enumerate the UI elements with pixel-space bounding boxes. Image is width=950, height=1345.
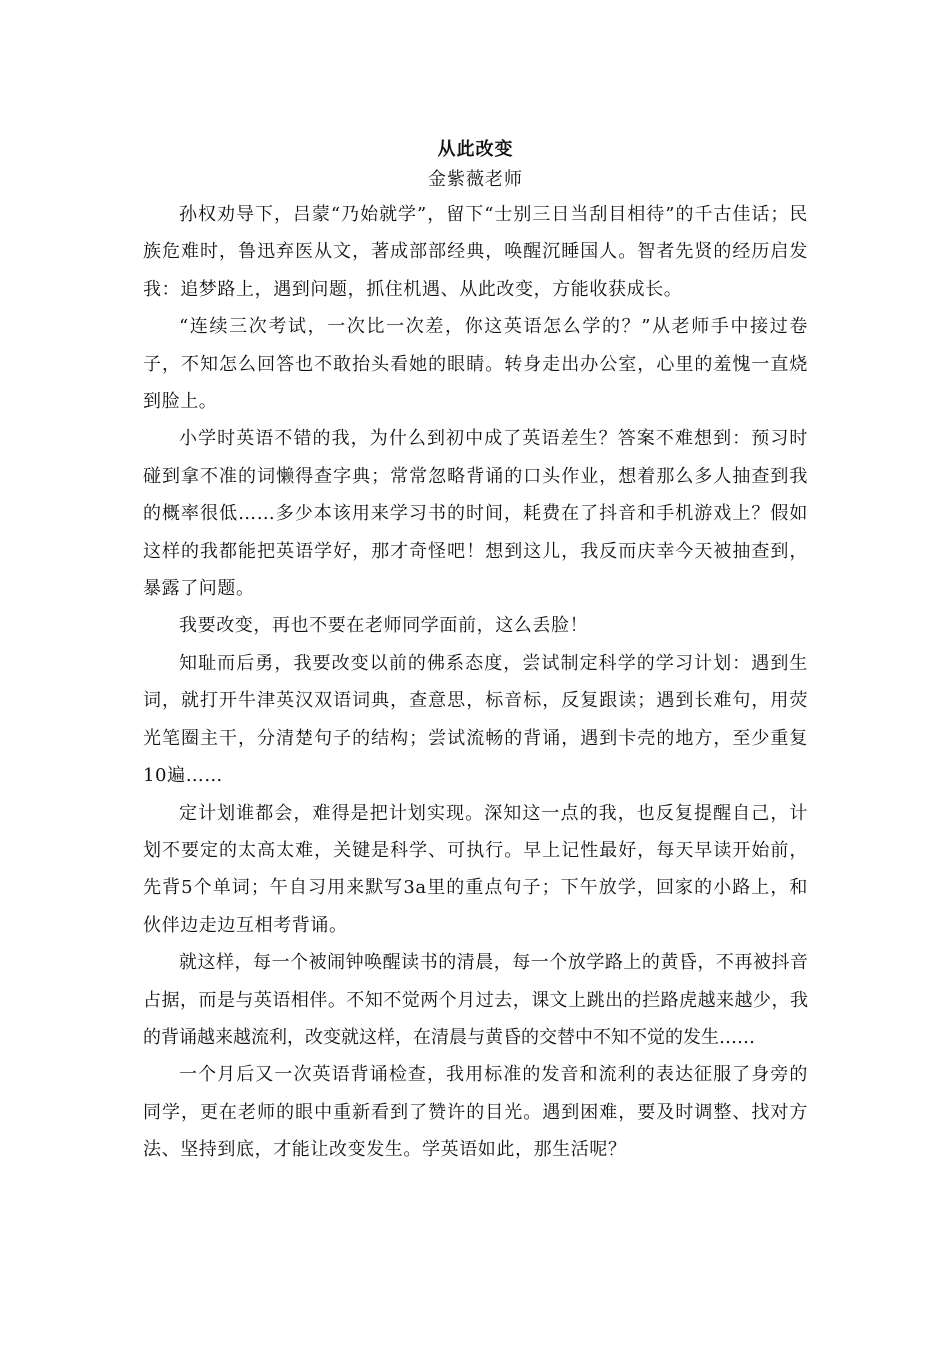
paragraph-3: 小学时英语不错的我，为什么到初中成了英语差生？答案不难想到：预习时碰到拿不准的词懒得查字典；常常忽略背诵的口头作业，想着那么多人抽查到我的概率很低……多少本该用来学习书的时间，耗费在了抖音和手机游戏上？假如这样的我都能把英语学好，那才奇怪吧！想到这儿，我反而庆幸今天被抽查到，暴露了问题。 <box>143 428 808 600</box>
essay-title: 从此改变 <box>437 139 514 160</box>
paragraph-8: 一个月后又一次英语背诵检查，我用标准的发音和流利的表达征服了身旁的同学，更在老师的眼中重新看到了赞许的目光。遇到困难，要及时调整、找对方法、坚持到底，才能让改变发生。学英语如此，那生活呢？ <box>143 1064 808 1161</box>
paragraph-7: 就这样，每一个被闹钟唤醒读书的清晨，每一个放学路上的黄昏，不再被抖音占据，而是与英语相伴。不知不觉两个月过去，课文上跳出的拦路虎越来越少，我的背诵越来越流利，改变就这样，在清晨与黄昏的交替中不知不觉的发生…… <box>143 952 808 1048</box>
paragraph-2: “连续三次考试，一次比一次差，你这英语怎么学的？”从老师手中接过卷子，不知怎么回答也不敢抬头看她的眼睛。转身走出办公室，心里的羞愧一直烧到脸上。 <box>143 316 808 413</box>
paragraph-4: 我要改变，再也不要在老师同学面前，这么丢脸！ <box>179 615 589 637</box>
essay-author: 金紫薇老师 <box>428 169 523 190</box>
essay-body <box>143 135 808 1169</box>
paragraph-1: 孙权劝导下，吕蒙“乃始就学”，留下“士别三日当刮目相待”的千古佳话；民族危难时，鲁迅弃医从文，著成部部经典，唤醒沉睡国人。智者先贤的经历启发我：追梦路上，遇到问题，抓住机遇、从此改变，方能收获成长。 <box>143 204 808 300</box>
paragraph-5: 知耻而后勇，我要改变以前的佛系态度，尝试制定科学的学习计划：遇到生词，就打开牛津英汉双语词典，查意思，标音标，反复跟读；遇到长难句，用荧光笔圈主干，分清楚句子的结构；尝试流畅的背诵，遇到卡壳的地方，至少重复10遍…… <box>143 652 808 787</box>
paragraph-6: 定计划谁都会，难得是把计划实现。深知这一点的我，也反复提醒自己，计划不要定的太高太难，关键是科学、可执行。早上记性最好，每天早读开始前，先背5个单词；午自习用来默写3a里的重点句子；下午放学，回家的小路上，和伙伴边走边互相考背诵。 <box>143 802 808 936</box>
